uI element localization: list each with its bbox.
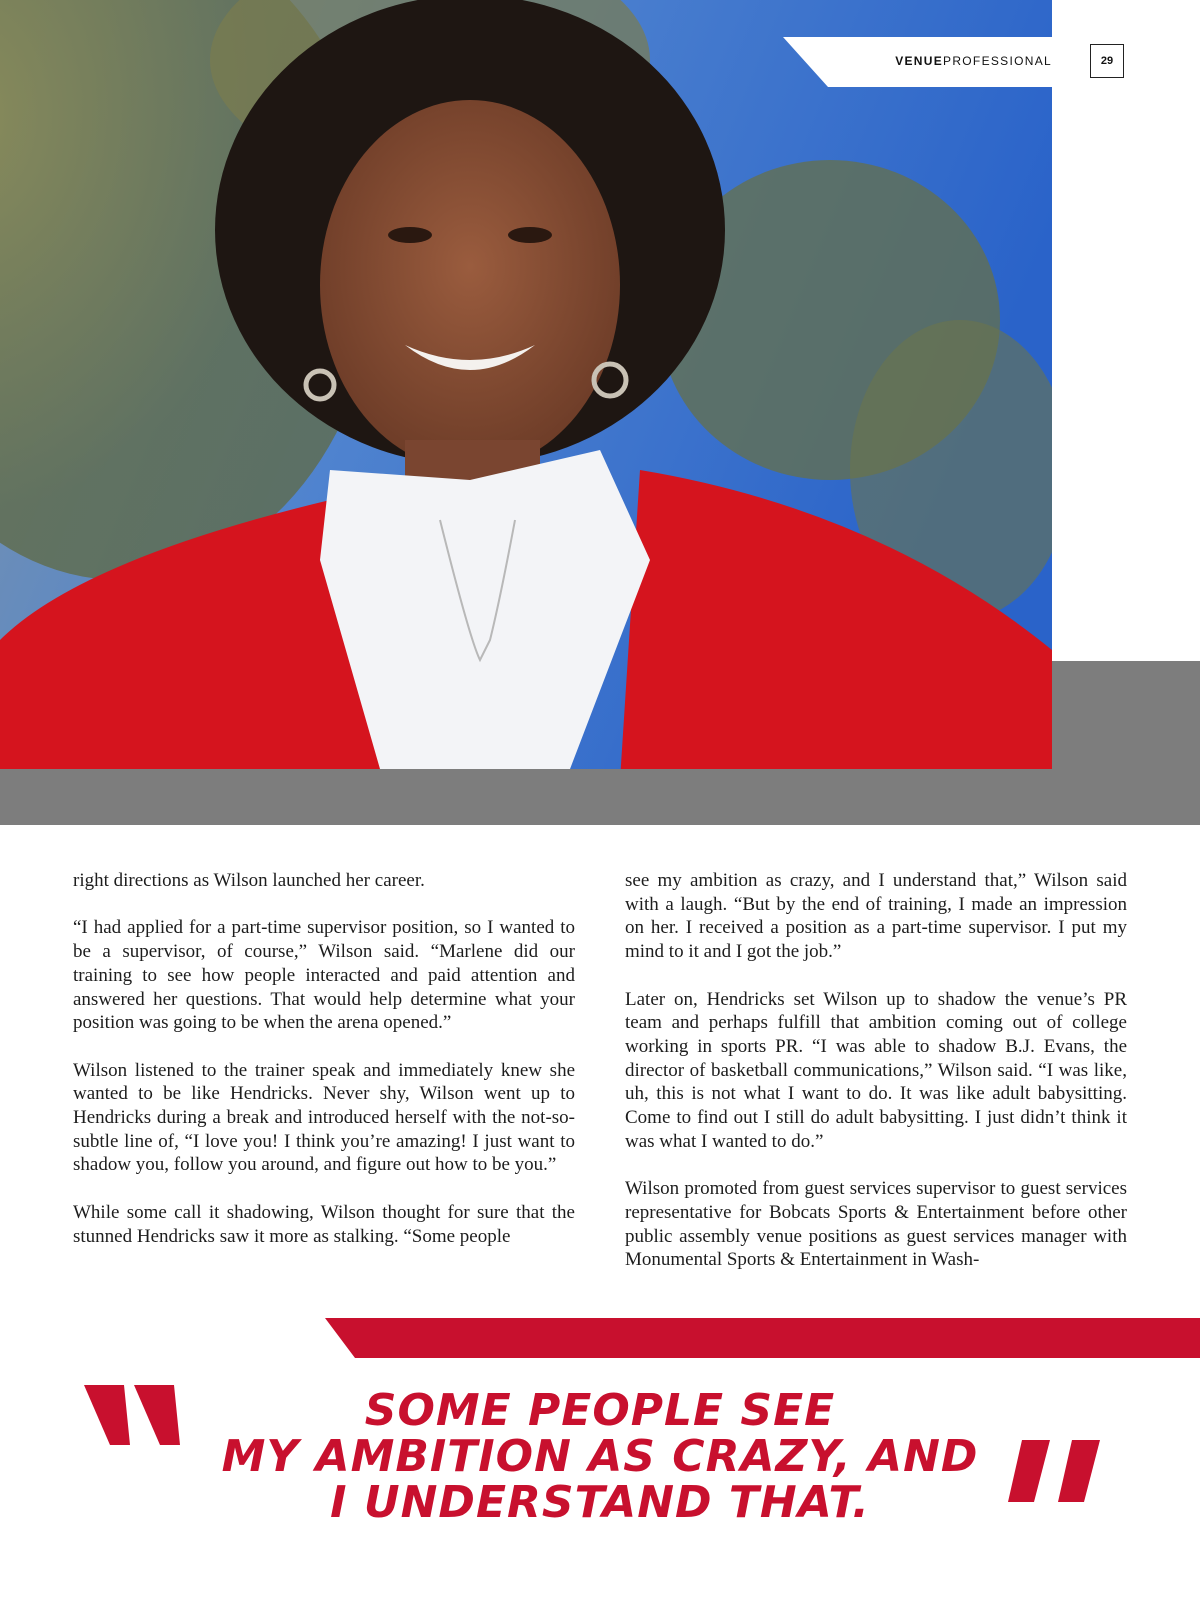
pull-quote-line: SOME PEOPLE SEE [364,1385,836,1436]
portrait-photo [0,0,1052,769]
open-quote-icon [76,1385,186,1460]
magazine-brand [895,54,1052,68]
brand-light: PROFESSIONAL [943,54,1052,68]
paragraph: “I had applied for a part-time supervisor position, so I wanted to be a supervisor, of course,” Wilson said. “Marlene did our training to see how people interacted and paid attention and answered her questions. That would help determine what your position was going to be when the arena opened.” [73,917,575,1034]
paragraph: see my ambition as crazy, and I understand that,” Wilson said with a laugh. “But by the end of training, I made an impression on her. I received a position as a part-time supervisor. I put my mind to it and I got the job.” [625,870,1127,963]
pull-quote-bar [0,1318,1200,1358]
page-number: 29 [1090,44,1124,78]
paragraph: While some call it shadowing, Wilson thought for sure that the stunned Hendricks saw it more as stalking. “Some people [73,1201,575,1247]
pull-quote [200,1385,1000,1528]
left-column [73,869,575,1272]
close-quote-icon [1006,1440,1116,1515]
paragraph: Later on, Hendricks set Wilson up to shadow the venue’s PR team and perhaps fulfill that ambition coming out of college working in sports PR. “I was able to shadow B.J. Evans, the director of basketball communications,” Wilson said. “I was like, uh, this is not what I want to do. It was like adult babysitting. Come to find out I still do adult babysitting. I just didn’t think it was what I wanted to do.” [625,988,1127,1152]
pull-quote-line: MY AMBITION AS CRAZY, AND [221,1431,979,1482]
paragraph: right directions as Wilson launched her career. [73,870,425,891]
paragraph: Wilson listened to the trainer speak and immediately knew she wanted to be like Hendricks. Never shy, Wilson went up to Hendricks during a break and introduced herself with the not-so-subtle line of, “I love you! I think you’re amazing! I just want to shadow you, follow you around, and figure out how to be you.” [73,1059,575,1176]
pull-quote-line: I UNDERSTAND THAT. [330,1477,870,1528]
running-header [783,37,1200,87]
paragraph: Wilson promoted from guest services supervisor to guest services representative for Bobcats Sports & Entertainment before other public assembly venue positions as guest services manager with Monumental Sports & Entertainment in Wash- [625,1178,1127,1271]
right-column [625,869,1127,1296]
brand-bold: VENUE [895,54,944,68]
